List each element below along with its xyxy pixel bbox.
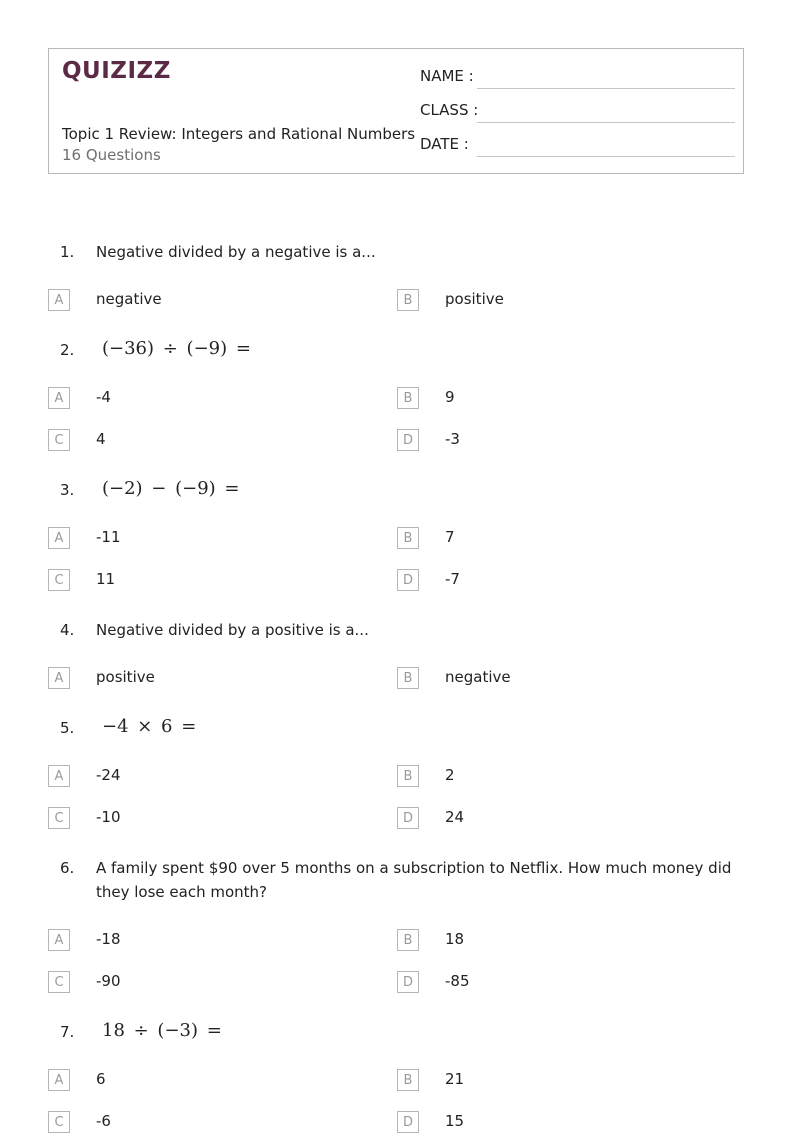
choice-1b[interactable] (397, 289, 697, 313)
choice-text: 21 (445, 1070, 465, 1088)
question-number: 4. (60, 621, 75, 639)
question-math: 18 ÷ (−3) = (102, 1020, 222, 1041)
choice-letter-box[interactable]: B (397, 667, 419, 689)
choice-letter-box[interactable]: C (48, 807, 70, 829)
question-text: A family spent $90 over 5 months on a subscription to Netflix. How much money did they lose each month? (96, 859, 732, 901)
name-field[interactable] (420, 67, 735, 91)
class-line[interactable] (477, 122, 735, 123)
choice-letter-box[interactable]: A (48, 289, 70, 311)
choice-text: -4 (96, 388, 111, 406)
choice-text: -7 (445, 570, 460, 588)
choice-text: 6 (96, 1070, 106, 1088)
class-label: CLASS : (420, 101, 479, 119)
choice-letter-box[interactable]: D (397, 971, 419, 993)
choice-letter-box[interactable]: A (48, 765, 70, 787)
choice-5a[interactable] (48, 765, 348, 789)
choice-7b[interactable] (397, 1069, 697, 1093)
choice-text: -18 (96, 930, 121, 948)
choice-text: negative (96, 290, 162, 308)
choice-letter-box[interactable]: C (48, 429, 70, 451)
choice-letter-box[interactable]: D (397, 807, 419, 829)
choice-letter-box[interactable]: B (397, 289, 419, 311)
choice-text: -10 (96, 808, 121, 826)
choice-letter-box[interactable]: A (48, 929, 70, 951)
choice-letter-box[interactable]: C (48, 1111, 70, 1133)
worksheet-header (48, 48, 744, 174)
question-number: 3. (60, 481, 75, 499)
choice-text: -3 (445, 430, 460, 448)
choice-letter-box[interactable]: D (397, 1111, 419, 1133)
choice-7a[interactable] (48, 1069, 348, 1093)
choice-letter-box[interactable]: B (397, 765, 419, 787)
choice-letter-box[interactable]: B (397, 527, 419, 549)
choice-text: -24 (96, 766, 121, 784)
choice-text: -90 (96, 972, 121, 990)
choice-3b[interactable] (397, 527, 697, 551)
question-count: 16 Questions (62, 146, 161, 164)
question-math: (−2) − (−9) = (102, 478, 240, 499)
choice-text: positive (445, 290, 504, 308)
choice-2d[interactable] (397, 429, 697, 453)
choice-6a[interactable] (48, 929, 348, 953)
choice-2c[interactable] (48, 429, 348, 453)
name-label: NAME : (420, 67, 474, 85)
choice-text: 2 (445, 766, 455, 784)
choice-7c[interactable] (48, 1111, 348, 1135)
question-math: −4 × 6 = (102, 716, 197, 737)
date-line[interactable] (477, 156, 735, 157)
choice-text: 7 (445, 528, 455, 546)
choice-7d[interactable] (397, 1111, 697, 1135)
choice-text: positive (96, 668, 155, 686)
choice-3c[interactable] (48, 569, 348, 593)
class-field[interactable] (420, 101, 735, 125)
question-text: Negative divided by a negative is a... (96, 243, 376, 261)
choice-text: -85 (445, 972, 470, 990)
choice-4b[interactable] (397, 667, 697, 691)
choice-letter-box[interactable]: A (48, 527, 70, 549)
question-number: 2. (60, 341, 75, 359)
choice-6c[interactable] (48, 971, 348, 995)
choice-letter-box[interactable]: B (397, 929, 419, 951)
choice-6b[interactable] (397, 929, 697, 953)
choice-text: 11 (96, 570, 116, 588)
choice-1a[interactable] (48, 289, 348, 313)
question-number: 1. (60, 243, 75, 261)
choice-letter-box[interactable]: B (397, 1069, 419, 1091)
choice-letter-box[interactable]: B (397, 387, 419, 409)
choice-5b[interactable] (397, 765, 697, 789)
choice-text: -11 (96, 528, 121, 546)
question-number: 7. (60, 1023, 75, 1041)
choice-text: -6 (96, 1112, 111, 1130)
choice-letter-box[interactable]: D (397, 569, 419, 591)
worksheet-title: Topic 1 Review: Integers and Rational Numbers (62, 125, 416, 143)
choice-letter-box[interactable]: A (48, 387, 70, 409)
quizizz-logo: QUIZIZZ (62, 58, 171, 84)
choice-text: 18 (445, 930, 465, 948)
choice-3d[interactable] (397, 569, 697, 593)
choice-letter-box[interactable]: C (48, 569, 70, 591)
date-label: DATE : (420, 135, 469, 153)
question-text: Negative divided by a positive is a... (96, 621, 369, 639)
choice-letter-box[interactable]: C (48, 971, 70, 993)
name-line[interactable] (477, 88, 735, 89)
choice-letter-box[interactable]: A (48, 1069, 70, 1091)
date-field[interactable] (420, 135, 735, 159)
choice-letter-box[interactable]: D (397, 429, 419, 451)
choice-text: 24 (445, 808, 465, 826)
question-6 (60, 856, 746, 904)
choice-6d[interactable] (397, 971, 697, 995)
choice-text: 9 (445, 388, 455, 406)
choice-2a[interactable] (48, 387, 348, 411)
choice-5c[interactable] (48, 807, 348, 831)
question-number: 6. (60, 859, 75, 877)
choice-2b[interactable] (397, 387, 697, 411)
choice-4a[interactable] (48, 667, 348, 691)
choice-text: negative (445, 668, 511, 686)
choice-5d[interactable] (397, 807, 697, 831)
choice-letter-box[interactable]: A (48, 667, 70, 689)
choice-text: 15 (445, 1112, 465, 1130)
choice-text: 4 (96, 430, 106, 448)
question-number: 5. (60, 719, 75, 737)
question-math: (−36) ÷ (−9) = (102, 338, 251, 359)
choice-3a[interactable] (48, 527, 348, 551)
